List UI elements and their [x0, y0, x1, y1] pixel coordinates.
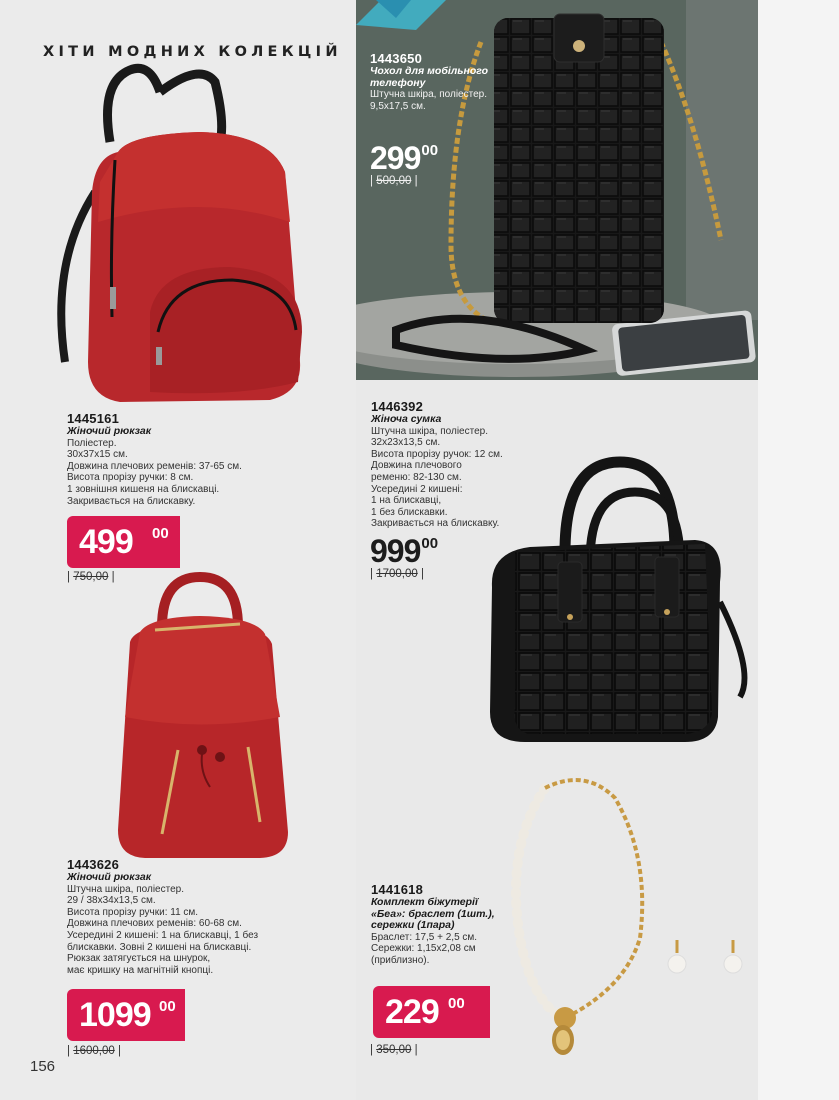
product-name: Чохол для мобільного телефону: [370, 65, 489, 89]
product-description: Браслет: 17,5 + 2,5 см. Сережки: 1,15x2,08 см (приблизно).: [371, 931, 478, 966]
price-phone-case: [370, 140, 438, 176]
product-name: Комплект біжутерії «Беа»: браслет (1шт.), сережки (1пара): [371, 896, 495, 932]
product-code: 1443626: [67, 857, 120, 872]
old-price-red-leather-backpack: | 1600,00 |: [67, 1045, 121, 1057]
product-info-red-leather-backpack: [67, 858, 347, 976]
old-price-value: 750,00: [73, 571, 109, 583]
product-photo-red-leather-backpack: [100, 572, 300, 864]
price-decimal: 00: [421, 535, 439, 552]
product-name: Жіночий рюкзак: [67, 871, 152, 883]
old-price-phone-case: | 500,00 |: [370, 175, 418, 187]
product-photo-red-backpack: [40, 62, 330, 412]
product-info-red-backpack: [67, 412, 337, 507]
product-code: 1446392: [371, 399, 424, 414]
price-integer: 299: [370, 140, 421, 176]
price-badge-red-backpack: [67, 516, 180, 568]
price-black-handbag: [370, 533, 438, 569]
old-price-red-backpack: | 750,00 |: [67, 571, 115, 583]
product-description: Штучна шкіра, поліестер. 32x23x13,5 см. Висота прорізу ручок: 12 см. Довжина плечового ременю: 82-130 см. Усередині 2 кишені: 1 на блискавці, 1 без блискавки. Закривається на блискавку.: [371, 425, 503, 530]
product-photo-jewelry-set: [505, 768, 755, 1068]
product-code: 1441618: [371, 882, 424, 897]
product-description: Штучна шкіра, поліестер. 29 / 38x34x13,5 см. Висота прорізу ручки: 11 см. Довжина плечових ременів: 60-68 см. Усередині 2 кишені: 1 на блискавці, 1 без блискавки. Зовні 2 кишені на блискавці. Рюкзак затягується на шнурок, має кришку на магнітній кнопці.: [67, 883, 259, 976]
product-code: 1443650: [370, 51, 423, 66]
page-margin: [758, 0, 839, 1100]
product-name: Жіночий рюкзак: [67, 425, 152, 437]
price-integer: 499: [79, 523, 133, 561]
price-badge-red-leather-backpack: [67, 989, 185, 1041]
old-price-value: 350,00: [376, 1044, 412, 1056]
price-integer: 229: [385, 993, 439, 1031]
price-decimal: 00: [448, 995, 465, 1012]
price-decimal: 00: [152, 525, 169, 542]
product-info-phone-case: [370, 52, 490, 112]
price-decimal: 00: [421, 142, 439, 159]
old-price-value: 1700,00: [376, 568, 418, 580]
product-code: 1445161: [67, 411, 120, 426]
product-name: Жіноча сумка: [371, 413, 442, 425]
product-info-black-handbag: [371, 400, 571, 530]
price-integer: 999: [370, 533, 421, 569]
product-description: Штучна шкіра, поліестер. 9,5x17,5 см.: [370, 89, 487, 112]
page-number: 156: [30, 1058, 56, 1075]
old-price-black-handbag: | 1700,00 |: [370, 568, 424, 580]
product-info-jewelry-set: [371, 883, 497, 967]
price-badge-jewelry-set: [373, 986, 490, 1038]
old-price-value: 500,00: [376, 175, 412, 187]
old-price-value: 1600,00: [73, 1045, 115, 1057]
page-heading: ХІТИ МОДНИХ КОЛЕКЦІЙ: [43, 44, 342, 60]
old-price-jewelry-set: | 350,00 |: [370, 1044, 418, 1056]
price-decimal: 00: [159, 998, 176, 1015]
product-description: Поліестер. 30x37x15 см. Довжина плечових ременів: 37-65 см. Висота прорізу ручки: 8 см. 1 зовнішня кишеня на блискавці. Закривається на блискавку.: [67, 437, 242, 507]
price-integer: 1099: [79, 996, 151, 1034]
